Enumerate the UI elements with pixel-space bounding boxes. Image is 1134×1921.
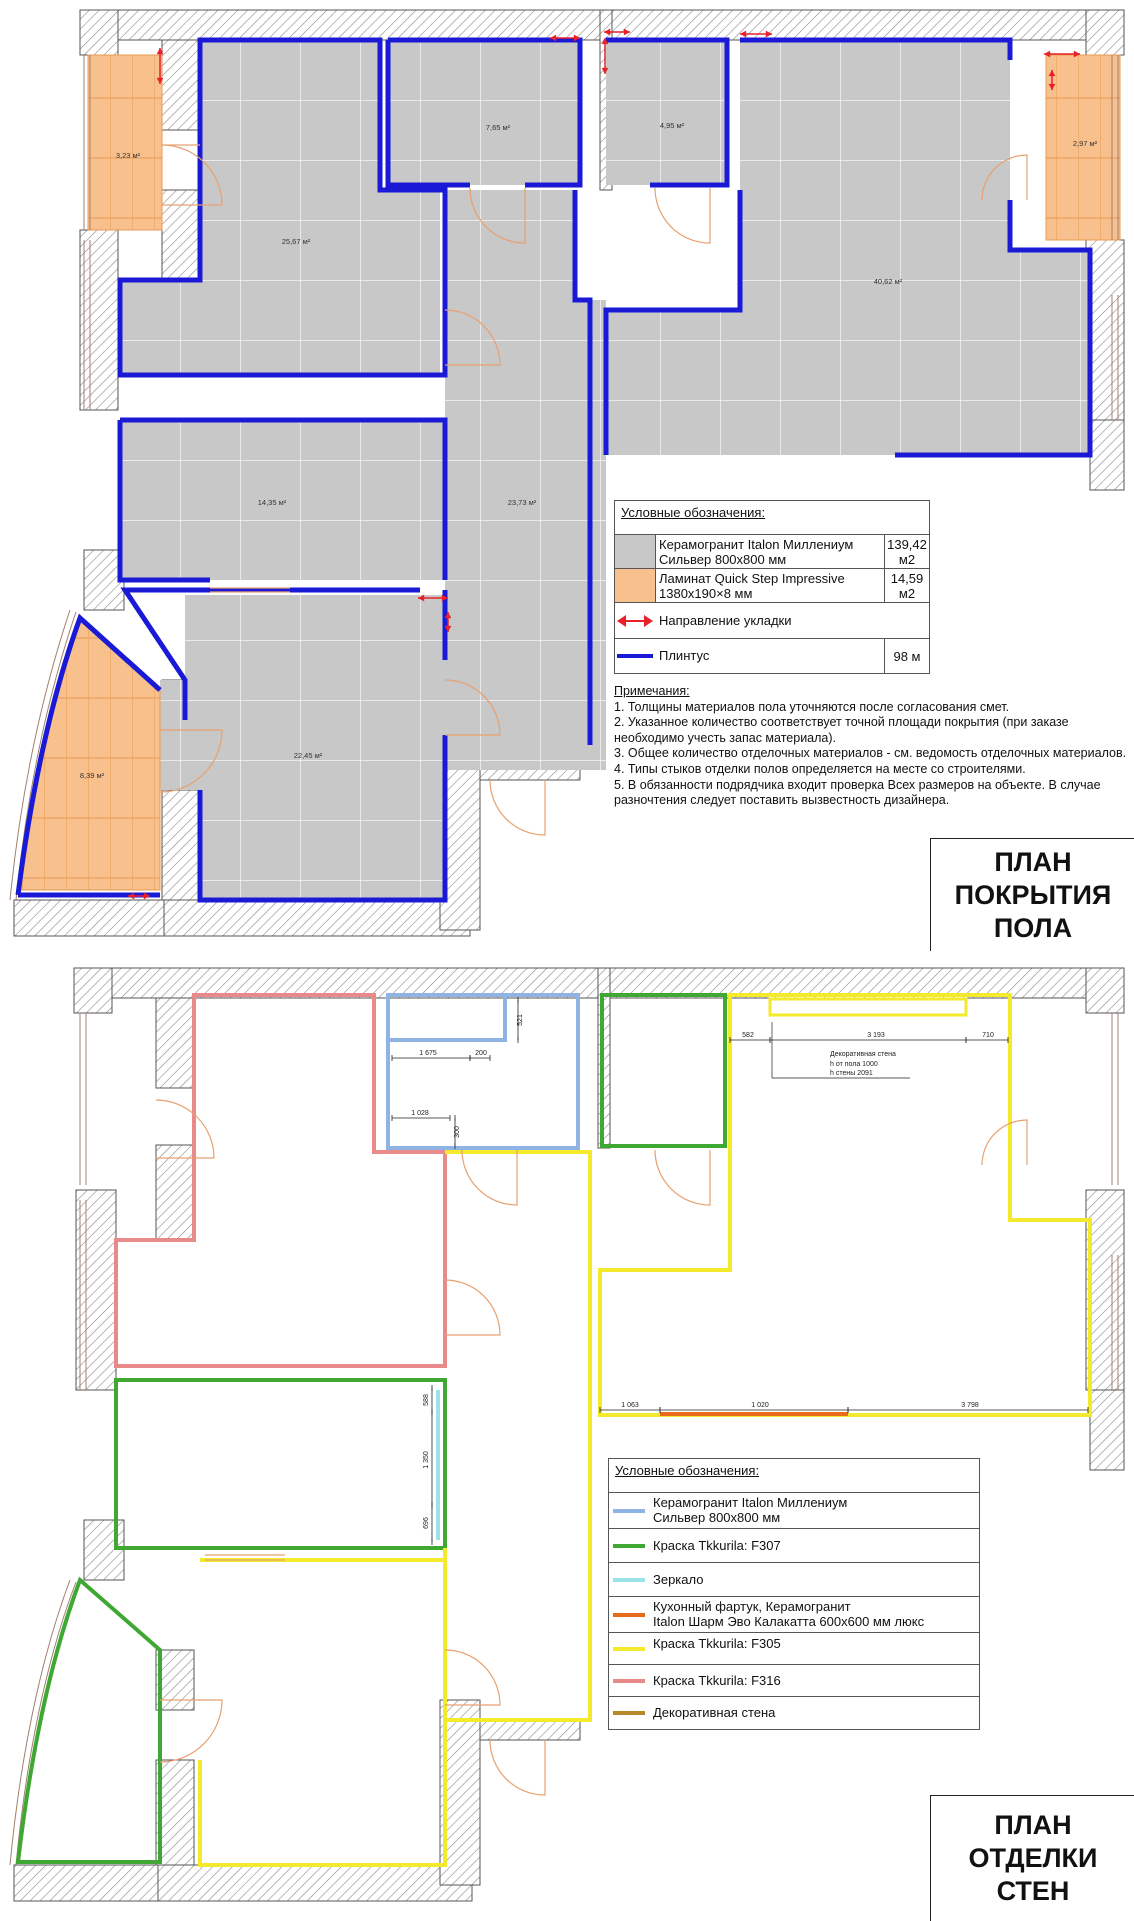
floor-legend-qty: 98 м <box>884 639 929 673</box>
wall-legend-row <box>609 1528 979 1563</box>
wall-legend-row <box>609 1696 979 1729</box>
dimension-label: 588 <box>423 1394 430 1406</box>
floor-legend <box>614 500 930 674</box>
room-area-label-balcony-right: 2,97 м² <box>1072 139 1098 148</box>
finish-green <box>602 995 725 1146</box>
wall-legend-row <box>609 1562 979 1597</box>
wall-legend-text: Краска Tkkurila: F305 <box>653 1636 781 1651</box>
room-area-label-hall: 23,73 м² <box>507 498 537 507</box>
door-swing <box>655 1150 710 1205</box>
dimension <box>454 1115 461 1149</box>
floor-legend-text: Направление укладки <box>659 613 792 628</box>
orange-line-icon <box>609 1597 649 1633</box>
dimension-label: 710 <box>982 1032 994 1039</box>
wall-legend-text: Керамогранит Italon Миллениум Сильвер 800х800 мм <box>653 1495 848 1525</box>
cyan-line-icon <box>609 1563 649 1597</box>
wall-plan-walls <box>14 968 1124 1901</box>
dimension-label: 696 <box>423 1517 430 1529</box>
note-item: 2. Указанное количество соответствует точной площади покрытия (при заказе необходимо учесть запас материала). <box>614 715 1069 745</box>
notes-title: Примечания: <box>614 684 690 698</box>
dimension <box>423 1385 432 1415</box>
floor-legend-row-baseboard <box>615 638 929 673</box>
room-area-label-loggia: 8,39 м² <box>79 771 105 780</box>
dimension <box>770 1032 966 1043</box>
dimension <box>600 1402 660 1413</box>
dimension <box>660 1402 848 1413</box>
room-area-label-room-w: 14,35 м² <box>257 498 287 507</box>
yellow-line-icon <box>609 1633 649 1665</box>
floor-legend-row-tile <box>615 534 929 569</box>
floor-legend-qty: 14,59 м2 <box>884 569 929 603</box>
tile-swatch <box>615 535 656 569</box>
floor-legend-row-laminate <box>615 568 929 603</box>
baseboard-line-icon <box>615 639 655 673</box>
finish-yellow <box>445 1152 590 1720</box>
room-area-label-room-nw: 25,67 м² <box>281 237 311 246</box>
decorative-wall-note-text: h от пола 1000 <box>830 1061 878 1068</box>
wall-legend-text: Декоративная стена <box>653 1705 776 1720</box>
wall-legend-text: Краска Tkkurila: F307 <box>653 1538 781 1553</box>
decorative-wall-note-text: Декоративная стена <box>830 1051 896 1058</box>
wall-legend-text: Зеркало <box>653 1572 704 1587</box>
floor-legend-text: Плинтус <box>659 648 710 663</box>
dimension <box>848 1402 1088 1413</box>
brown-line-icon <box>609 1697 649 1729</box>
dimension-label: 200 <box>475 1050 487 1057</box>
dimension-label: 521 <box>517 1014 524 1026</box>
room-area-label-room-sw: 22,45 м² <box>293 751 323 760</box>
dimension-label: 3 193 <box>867 1032 885 1039</box>
blue-line-icon <box>609 1493 649 1529</box>
wall-legend-row <box>609 1492 979 1529</box>
wall-legend-row <box>609 1596 979 1633</box>
wall-plan-title: ПЛАН ОТДЕЛКИ СТЕН <box>930 1795 1134 1921</box>
dimension-label: 1 063 <box>621 1402 639 1409</box>
dimension <box>517 997 524 1043</box>
door-swing <box>445 1650 500 1705</box>
wall-legend-text: Кухонный фартук, Керамогранит Italon Шарм Эво Калакатта 600х600 мм люкс <box>653 1599 925 1629</box>
note-item: 1. Толщины материалов пола уточняются после согласования смет. <box>614 699 1010 714</box>
direction-arrow-icon <box>615 603 655 639</box>
note-item: 4. Типы стыков отделки полов определяется на месте со строителями. <box>614 761 1026 776</box>
wall-plan <box>10 968 1124 1901</box>
floor-legend-text: Керамогранит Italon Миллениум Сильвер 800х800 мм <box>659 537 854 567</box>
finish-decorative-wall <box>770 999 966 1015</box>
room-area-label-bath-1: 7,65 м² <box>485 123 511 132</box>
finish-blue <box>388 995 578 1148</box>
wall-legend-text: Краска Tkkurila: F316 <box>653 1673 781 1688</box>
wall-legend-title: Условные обозначения: <box>615 1463 760 1478</box>
room-area-label-bath-2: 4,95 м² <box>659 121 685 130</box>
note-item: 5. В обязанности подрядчика входит проверка Всех размеров на объекте. В случае разночтения следует поставить вызвестность дизайнера. <box>614 777 1101 808</box>
dimension <box>966 1032 1008 1043</box>
dimension-label: 1 675 <box>419 1050 437 1057</box>
laminate-swatch <box>615 569 656 603</box>
wall-legend <box>608 1458 980 1730</box>
dimension <box>423 1502 432 1545</box>
door-swing <box>462 1150 517 1205</box>
dimension <box>470 1050 490 1061</box>
dimension-label: 300 <box>454 1126 461 1138</box>
room-area-label-room-ne: 40,62 м² <box>873 277 903 286</box>
dimension-label: 1 350 <box>423 1451 430 1469</box>
floor-legend-row-arrow <box>615 602 929 639</box>
door-swing <box>982 1120 1027 1165</box>
door-swing <box>490 1740 545 1795</box>
room-area-label-balcony-left: 3,23 м² <box>115 151 141 160</box>
green-line-icon <box>609 1529 649 1563</box>
floor-legend-text: Ламинат Quick Step Impressive 1380х190×8 мм <box>659 571 845 601</box>
floor-legend-qty: 139,42 м2 <box>884 535 929 569</box>
note-item: 3. Общее количество отделочных материалов - см. ведомость отделочных материалов. <box>614 746 1127 761</box>
wall-legend-row <box>609 1664 979 1697</box>
wall-legend-row <box>609 1632 979 1665</box>
door-swing <box>445 1280 500 1335</box>
decorative-wall-note <box>772 1022 910 1078</box>
dimension <box>730 1032 770 1043</box>
dimension-label: 1 020 <box>751 1402 769 1409</box>
finish-yellow <box>600 995 1090 1415</box>
door-swing <box>490 780 545 835</box>
dimension-label: 1 028 <box>411 1110 429 1117</box>
finish-blue <box>388 995 505 1040</box>
floor-notes <box>614 684 1134 809</box>
decorative-wall-note-text: h стены 2091 <box>830 1070 873 1077</box>
door-swing <box>655 188 710 243</box>
dimension-label: 3 798 <box>961 1402 979 1409</box>
dimension-label: 582 <box>742 1032 754 1039</box>
dimension <box>392 1110 450 1121</box>
floor-legend-title: Условные обозначения: <box>621 505 766 520</box>
dimension <box>423 1409 432 1508</box>
finish-green <box>116 1380 445 1548</box>
pink-line-icon <box>609 1665 649 1697</box>
finish-yellow <box>200 1560 445 1865</box>
floor-plan-title: ПЛАН ПОКРЫТИЯ ПОЛА <box>930 838 1134 951</box>
dimension <box>392 1050 470 1061</box>
finish-green <box>18 1580 160 1862</box>
